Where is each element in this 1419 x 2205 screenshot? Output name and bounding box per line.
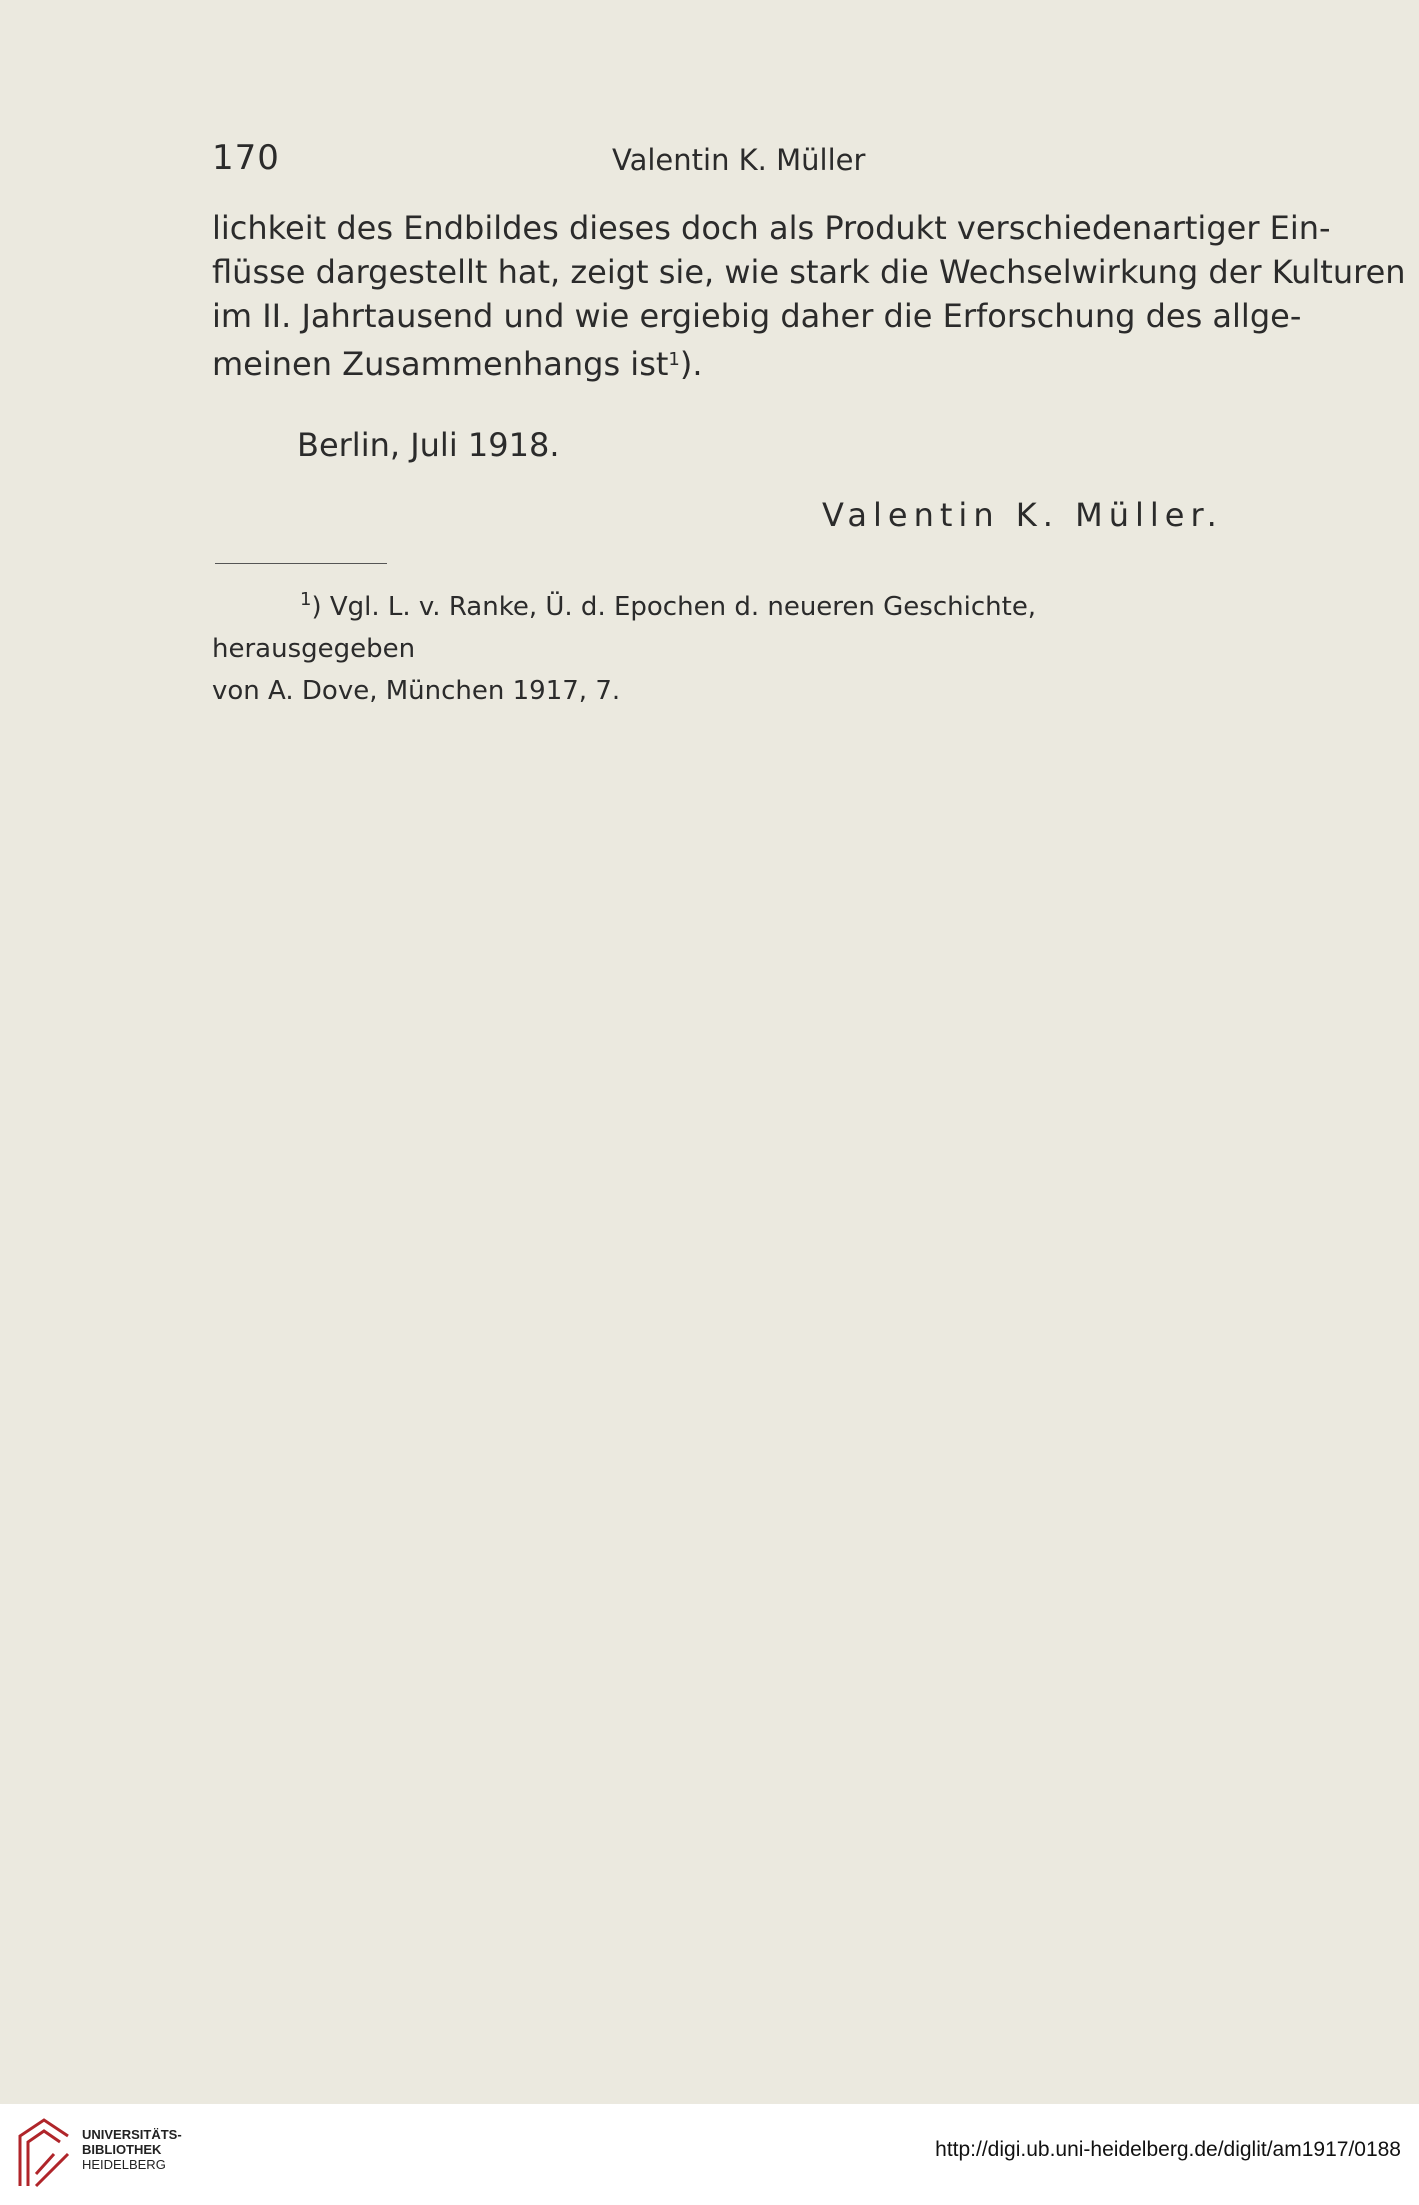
library-name-line: UNIVERSITÄTS- [82,2127,182,2142]
body-line-text: meinen Zusammenhangs ist [212,345,669,383]
footer-bar [0,2104,1419,2205]
page-number: 170 [212,138,280,178]
footnote-reference: 1 [668,349,680,370]
body-line: im II. Jahrtausend und wie ergiebig daher die Erforschung des allge- [212,297,1302,335]
library-logo-icon [14,2114,76,2194]
body-line: flüsse dargestellt hat, zeigt sie, wie stark die Wechselwirkung der Kulturen [212,253,1406,291]
footnote-text: ) Vgl. L. v. Ranke, Ü. d. Epochen d. neueren Geschichte, herausgegeben [212,592,1037,664]
footnote-line [212,589,1037,664]
body-line-last [212,338,1236,386]
library-name-line: BIBLIOTHEK [82,2142,162,2157]
dateline: Berlin, Juli 1918. [297,426,560,464]
footnote-divider [215,563,387,564]
body-line: lichkeit des Endbildes dieses doch als Produkt verschiedenartiger Ein- [212,209,1331,247]
footnote-line: von A. Dove, München 1917, 7. [212,676,621,706]
footnote [212,579,1236,712]
footnote-marker: 1 [300,589,312,610]
library-name [82,2127,182,2172]
body-paragraph [212,206,1406,386]
running-title: Valentin K. Müller [612,143,866,177]
body-line-suffix: ). [679,345,703,383]
author-signature: Valentin K. Müller. [822,496,1223,534]
permalink[interactable]: http://digi.ub.uni-heidelberg.de/diglit/am1917/0188 [935,2138,1401,2161]
library-name-line: HEIDELBERG [82,2157,166,2172]
